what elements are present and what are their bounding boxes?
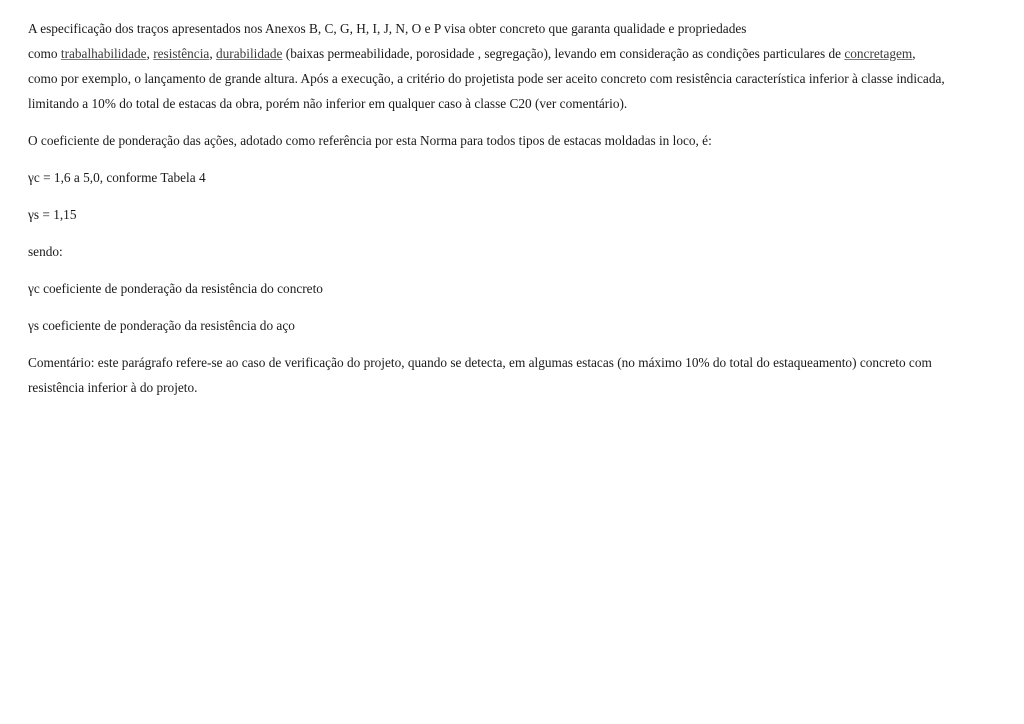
- intro-line-1: A especificação dos traços apresentados nos Anexos B, C, G, H, I, J, N, O e P visa obter concreto que garanta qualidade e propriedades: [28, 21, 747, 36]
- gamma-c-formula: γc = 1,6 a 5,0, conforme Tabela 4: [28, 170, 206, 185]
- intro-line-2-middle: (baixas permeabilidade, porosidade , segregação), levando em consideração as condições particulares de: [282, 46, 845, 61]
- gamma-c-definition: γc coeficiente de ponderação da resistência do concreto: [28, 281, 323, 296]
- link-trabalhabilidade[interactable]: trabalhabilidade: [60, 46, 147, 61]
- gamma-s-formula: γs = 1,15: [28, 207, 77, 222]
- comentario-paragraph: [28, 350, 996, 400]
- coeficiente-intro: O coeficiente de ponderação das ações, adotado como referência por esta Norma para todos tipos de estacas moldadas in loco, é:: [28, 133, 712, 148]
- intro-line-4: limitando a 10% do total de estacas da obra, porém não inferior em qualquer caso à classe C20 (ver comentário).: [28, 96, 628, 111]
- intro-line-2-suffix: ,: [912, 46, 916, 61]
- sendo-label: sendo:: [28, 244, 63, 259]
- link-concretagem[interactable]: concretagem: [844, 46, 913, 61]
- comentario-line-1: Comentário: este parágrafo refere-se ao caso de verificação do projeto, quando se detecta, em algumas estacas (no máximo 10% do total do estaqueamento) concreto com: [28, 355, 932, 370]
- link-resistencia[interactable]: resistência: [153, 46, 210, 61]
- intro-line-3: como por exemplo, o lançamento de grande altura. Após a execução, a critério do projetista pode ser aceito concreto com resistência característica inferior à classe indicada,: [28, 71, 945, 86]
- intro-paragraph: [28, 16, 996, 116]
- separator: ,: [146, 46, 154, 61]
- comentario-line-2: resistência inferior à do projeto.: [28, 380, 198, 395]
- separator: ,: [209, 46, 216, 61]
- link-durabilidade[interactable]: durabilidade: [215, 46, 283, 61]
- gamma-s-definition: γs coeficiente de ponderação da resistência do aço: [28, 318, 295, 333]
- intro-line-2: [28, 41, 996, 66]
- intro-line-2-prefix: como: [28, 46, 61, 61]
